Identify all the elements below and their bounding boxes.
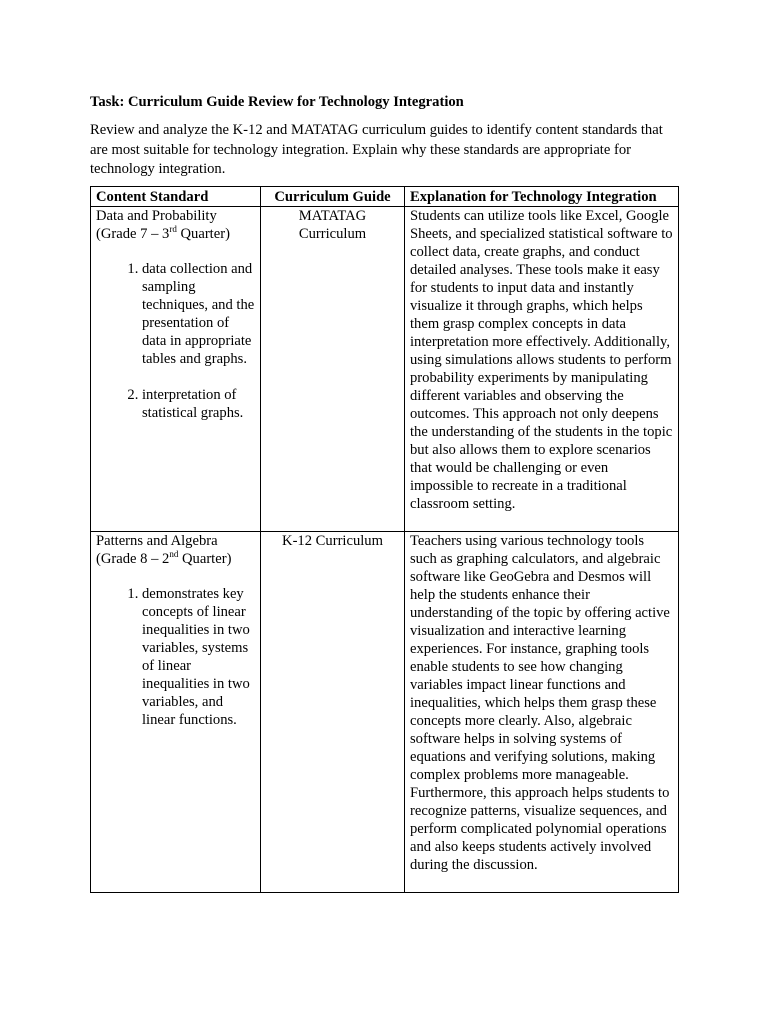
explanation-cell: Teachers using various technology tools such as graphing calculators, and algebraic software like GeoGebra and Desmos will help the students enhance their understanding of the topic by offering active visualization and interactive learning experiences. For instance, graphing tools enable students to see how changing variables impact linear functions and inequalities, which helps them grasp these concepts more clearly. Also, algebraic software helps in solving systems of equations and verifying solutions, making complex problems more manageable. Furthermore, this approach helps students to recognize patterns, visualize sequences, and perform complicated polynomial operations and also keeps students actively involved during the discussion. (405, 531, 679, 892)
content-standard-cell (91, 531, 261, 892)
list-item: 1. demonstrates key concepts of linear inequalities in two variables, systems of linear inequalities in two variables, and linear functions. (142, 585, 255, 729)
task-title: Task: Curriculum Guide Review for Technology Integration (90, 94, 464, 110)
explanation-cell: Students can utilize tools like Excel, Google Sheets, and specialized statistical software to collect data, create graphs, and conduct detailed analyses. These tools make it easy for students to input data and instantly visualize it through graphs, which helps them grasp complex concepts in data interpretation more effectively. Additionally, using simulations allows students to perform probability experiments by manipulating different variables and observing the outcomes. This approach not only deepens the understanding of the students in the topic but also allows them to explore scenarios that would be challenging or even impossible to recreate in a traditional classroom setting. (405, 206, 679, 531)
curriculum-table (90, 186, 679, 893)
standard-items-list (96, 260, 255, 422)
document-page (90, 92, 678, 893)
list-item: 1. data collection and sampling techniques, and the presentation of data in appropriate tables and graphs. (142, 260, 255, 368)
list-item: 2. interpretation of statistical graphs. (142, 386, 255, 422)
standard-grade: (Grade 7 – 3rd Quarter) (96, 223, 230, 242)
content-standard-cell (91, 206, 261, 531)
standard-items-list (96, 585, 255, 729)
task-intro: Review and analyze the K-12 and MATATAG curriculum guides to identify content standards that are most suitable for technology integration. Explain why these standards are appropriate for technology integration. (90, 122, 663, 177)
table-row (91, 206, 679, 531)
standard-topic: Data and Probability (96, 207, 217, 224)
header-explanation: Explanation for Technology Integration (405, 186, 679, 206)
header-content-standard: Content Standard (91, 186, 261, 206)
curriculum-guide-cell: K-12 Curriculum (261, 531, 405, 892)
standard-grade: (Grade 8 – 2nd Quarter) (96, 548, 232, 567)
standard-topic: Patterns and Algebra (96, 532, 218, 549)
curriculum-guide-cell: MATATAG Curriculum (261, 206, 405, 531)
table-header-row (91, 186, 679, 206)
header-curriculum-guide: Curriculum Guide (261, 186, 405, 206)
table-row (91, 531, 679, 892)
